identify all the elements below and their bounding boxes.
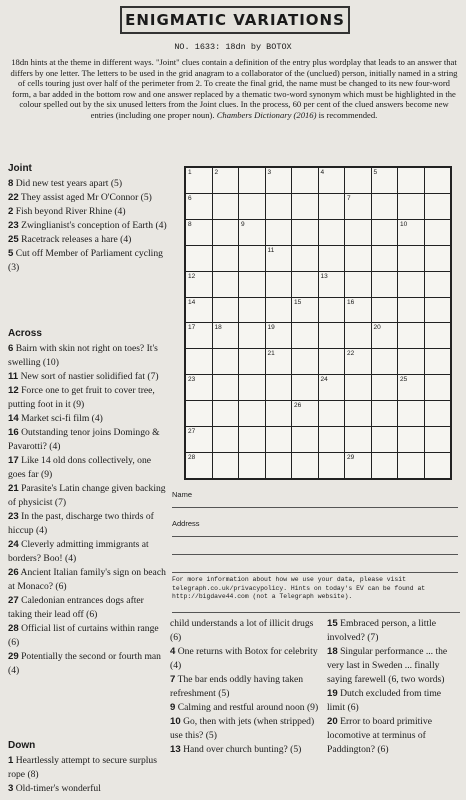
- cell-number: 12: [188, 272, 196, 280]
- clue-number: 18: [327, 646, 338, 657]
- grid-cell[interactable]: [186, 168, 212, 193]
- grid-cell[interactable]: [345, 427, 371, 452]
- cell-number: 22: [347, 350, 355, 358]
- clue-number: 11: [8, 371, 19, 382]
- grid-cell[interactable]: [186, 298, 212, 323]
- grid-cell[interactable]: [345, 298, 371, 323]
- clue: [8, 177, 168, 191]
- clue: [170, 673, 320, 701]
- cell-number: 16: [347, 298, 355, 306]
- clue: [8, 205, 168, 219]
- grid-cell[interactable]: [213, 375, 239, 400]
- grid-cell[interactable]: [292, 194, 318, 219]
- grid-cell[interactable]: [266, 194, 292, 219]
- grid-cell[interactable]: [319, 220, 345, 245]
- clue: [8, 566, 168, 594]
- grid-cell[interactable]: [266, 246, 292, 271]
- clue-text: Zwinglianist's conception of Earth (4): [21, 220, 167, 231]
- clue: [327, 645, 459, 687]
- cell-number: 25: [400, 376, 408, 384]
- clue-text: Force one to get fruit to cover tree, putting foot in it (9): [8, 385, 155, 410]
- grid-cell[interactable]: [319, 401, 345, 426]
- grid-cell[interactable]: [319, 168, 345, 193]
- grid-cell[interactable]: [372, 375, 398, 400]
- cell-number: 21: [267, 350, 275, 358]
- grid-cell[interactable]: [213, 323, 239, 348]
- grid-cell[interactable]: [266, 401, 292, 426]
- intro-ref: Chambers Dictionary (2016): [216, 109, 317, 120]
- grid-cell[interactable]: [425, 401, 451, 426]
- grid-cell[interactable]: [319, 298, 345, 323]
- grid-cell[interactable]: [345, 453, 371, 478]
- grid-cell[interactable]: [425, 246, 451, 271]
- grid-cell[interactable]: [292, 246, 318, 271]
- grid-cell[interactable]: [345, 220, 371, 245]
- cell-number: 23: [188, 376, 196, 384]
- clue-number: 15: [327, 618, 338, 629]
- grid-cell[interactable]: [425, 194, 451, 219]
- clue-number: 28: [8, 623, 19, 634]
- grid-cell[interactable]: [266, 375, 292, 400]
- clue-text: Fish beyond River Rhine (4): [15, 206, 126, 217]
- grid-cell[interactable]: [345, 375, 371, 400]
- grid-cell[interactable]: [345, 323, 371, 348]
- address-line-3[interactable]: [172, 555, 458, 573]
- cell-number: 13: [320, 272, 328, 280]
- grid-cell[interactable]: [398, 323, 424, 348]
- grid-cell[interactable]: [292, 401, 318, 426]
- grid-cell[interactable]: [398, 349, 424, 374]
- clue-number: 29: [8, 651, 19, 662]
- clue: [8, 426, 168, 454]
- clue-text: Bairn with skin not right on toes? It's swelling (10): [8, 343, 158, 368]
- grid-cell[interactable]: [398, 272, 424, 297]
- grid-cell[interactable]: [319, 349, 345, 374]
- grid-cell[interactable]: [372, 168, 398, 193]
- clue: [8, 510, 168, 538]
- clue-text: One returns with Botox for celebrity (4): [170, 646, 318, 671]
- clue-number: 2: [8, 206, 14, 217]
- grid-cell[interactable]: [398, 427, 424, 452]
- intro-body: 18dn hints at the theme in different ways. "Joint" clues contain a definition of the entry plus wordplay that leads to an answer that differs by one letter. The letters to be used in the grid anagram to a collaborator of the (unclued) person, initially named in a string of cells touring just over half of the perimeter from 2. To create the final grid, the name must be changed to its new four-word form, a bar added in the bottom row and one answer replaced by a thematic two-word synonym which must be highlighted in the colour spelled out by the six unused letters from the Joint clues. In the process, 60 per cent of the clued answers become new entries (including one proper noun).: [10, 57, 458, 120]
- joint-clues: [8, 162, 168, 275]
- grid-cell[interactable]: [319, 272, 345, 297]
- clue-text: Did new test years apart (5): [15, 178, 123, 189]
- clue: [8, 782, 168, 796]
- clue-number: 27: [8, 595, 19, 606]
- name-label: Name: [172, 490, 193, 499]
- cell-number: 4: [320, 169, 325, 176]
- grid-cell[interactable]: [425, 272, 451, 297]
- clue-text: Outstanding tenor joins Domingo & Pavarotti? (4): [8, 427, 160, 452]
- cell-number: 5: [373, 169, 378, 176]
- grid-cell[interactable]: [239, 453, 265, 478]
- address-line-2[interactable]: [172, 537, 458, 555]
- clue: [8, 191, 168, 205]
- clue-number: 5: [8, 248, 14, 259]
- across-heading: Across: [8, 328, 42, 339]
- cell-number: 18: [214, 324, 222, 332]
- clue-text: Like 14 old dons collectively, one goes far (9): [8, 455, 152, 480]
- clue-text: Error to board primitive locomotive at terminus of Paddington? (6): [327, 716, 432, 755]
- clue: [8, 454, 168, 482]
- clue: [8, 594, 168, 622]
- clue-number: 19: [327, 688, 338, 699]
- cell-number: 17: [188, 324, 196, 332]
- clue-text: Ancient Italian family's sign on beach at Monaco? (6): [8, 567, 166, 592]
- clue-text: Cleverly admitting immigrants at borders? Boo! (4): [8, 539, 149, 564]
- grid-cell[interactable]: [372, 194, 398, 219]
- clue-number: 14: [8, 413, 19, 424]
- grid-cell[interactable]: [292, 272, 318, 297]
- grid-cell[interactable]: [319, 194, 345, 219]
- grid-cell[interactable]: [239, 168, 265, 193]
- grid-cell[interactable]: [266, 427, 292, 452]
- down-clues-right: [327, 617, 459, 757]
- cell-number: 3: [267, 169, 272, 176]
- info-text: For more information about how we use your data, please visit telegraph.co.uk/privacypolicy. Hints on today's EV can be found at http://bigdave44.com (not a Telegraph website).: [172, 576, 426, 600]
- cell-number: 24: [320, 376, 328, 384]
- across-clues: [8, 327, 168, 678]
- cell-number: 27: [188, 428, 196, 436]
- cell-number: 26: [294, 402, 302, 410]
- intro-tail: is recommended.: [316, 109, 378, 120]
- grid-cell[interactable]: [345, 349, 371, 374]
- clue: [8, 622, 168, 650]
- address-label: Address: [172, 519, 200, 528]
- clue-text: Singular performance ... the very last in Sweden ... finally saying farewell (6, two words): [327, 646, 448, 685]
- grid-cell[interactable]: [213, 453, 239, 478]
- grid-cell[interactable]: [213, 272, 239, 297]
- grid-cell[interactable]: [372, 246, 398, 271]
- grid-cell[interactable]: [292, 220, 318, 245]
- clue-number: 7: [170, 674, 176, 685]
- grid-cell[interactable]: [292, 375, 318, 400]
- grid-cell[interactable]: [319, 453, 345, 478]
- clue: [170, 701, 320, 715]
- cell-number: 15: [294, 298, 302, 306]
- clue-text: In the past, discharge two thirds of hiccup (4): [8, 511, 154, 536]
- grid-cell[interactable]: [425, 220, 451, 245]
- clue-number: 24: [8, 539, 19, 550]
- grid-cell[interactable]: [425, 168, 451, 193]
- puzzle-number: NO. 1633: 18dn by BOTOX: [174, 42, 292, 52]
- cell-number: 28: [188, 454, 196, 462]
- clue-number: 26: [8, 567, 19, 578]
- clue: [8, 384, 168, 412]
- grid-cell[interactable]: [239, 272, 265, 297]
- grid-cell[interactable]: [292, 427, 318, 452]
- grid-cell[interactable]: [239, 298, 265, 323]
- grid-cell[interactable]: [266, 272, 292, 297]
- clue-text: Potentially the second or fourth man (4): [8, 651, 161, 676]
- grid-cell[interactable]: [425, 453, 451, 478]
- clue-number: 13: [170, 744, 181, 755]
- clue-text: Go, then with jets (when stripped) use this? (5): [170, 716, 315, 741]
- grid-cell[interactable]: [213, 168, 239, 193]
- grid-cell[interactable]: [292, 323, 318, 348]
- clue-text: Official list of curtains within range (6): [8, 623, 159, 648]
- down-heading: Down: [8, 740, 36, 751]
- grid-cell[interactable]: [372, 272, 398, 297]
- cell-number: 11: [267, 246, 275, 254]
- clue: [170, 715, 320, 743]
- grid-cell[interactable]: [398, 298, 424, 323]
- clue-number: 9: [170, 702, 176, 713]
- grid-cell[interactable]: [186, 349, 212, 374]
- down-clues-continued: [170, 617, 320, 757]
- clue-text: The bar ends oddly having taken refreshment (5): [170, 674, 304, 699]
- grid-cell[interactable]: [186, 272, 212, 297]
- clue: [8, 219, 168, 233]
- clue-number: 8: [8, 178, 14, 189]
- clue: [8, 754, 168, 782]
- clue-number: 17: [8, 455, 19, 466]
- clue-number: 3: [8, 783, 14, 794]
- grid-cell[interactable]: [372, 323, 398, 348]
- grid-cell[interactable]: [213, 194, 239, 219]
- grid-cell[interactable]: [186, 220, 212, 245]
- grid-cell[interactable]: [239, 194, 265, 219]
- grid-cell[interactable]: [186, 427, 212, 452]
- grid-cell[interactable]: [345, 168, 371, 193]
- grid-cell[interactable]: [292, 453, 318, 478]
- grid-cell[interactable]: [398, 401, 424, 426]
- clue: [8, 247, 168, 275]
- cell-number: 7: [347, 194, 351, 202]
- grid-cell[interactable]: [345, 272, 371, 297]
- grid-cell[interactable]: [319, 375, 345, 400]
- cell-number: 6: [188, 194, 192, 202]
- clue: [8, 412, 168, 426]
- clue-text: Hand over church bunting? (5): [183, 744, 302, 755]
- clue-number: 6: [8, 343, 14, 354]
- grid-cell[interactable]: [186, 194, 212, 219]
- clue-number: 25: [8, 234, 19, 245]
- down-clues: [8, 739, 168, 796]
- clue-text: Heartlessly attempt to secure surplus rope (8): [8, 755, 157, 780]
- intro-text: [10, 57, 458, 121]
- grid-cell[interactable]: [372, 427, 398, 452]
- puzzle-title: ENIGMATIC VARIATIONS: [125, 11, 345, 29]
- grid-cell[interactable]: [292, 168, 318, 193]
- grid-cell[interactable]: [398, 168, 424, 193]
- grid-cell[interactable]: [239, 349, 265, 374]
- clue: [8, 650, 168, 678]
- clue-number: 20: [327, 716, 338, 727]
- cell-number: 1: [188, 169, 192, 176]
- grid-cell[interactable]: [239, 323, 265, 348]
- grid-cell[interactable]: [186, 453, 212, 478]
- cell-number: 2: [214, 169, 219, 176]
- grid-cell[interactable]: [372, 401, 398, 426]
- grid-cell[interactable]: [425, 349, 451, 374]
- clue: [170, 645, 320, 673]
- grid-cell[interactable]: [239, 220, 265, 245]
- clue-number: 21: [8, 483, 19, 494]
- grid-cell[interactable]: [319, 427, 345, 452]
- clue: [8, 233, 168, 247]
- address-field[interactable]: [172, 519, 458, 573]
- grid-cell[interactable]: [266, 453, 292, 478]
- clue: [170, 617, 320, 645]
- clue-text: Racetrack releases a hare (4): [21, 234, 132, 245]
- cell-number: 8: [188, 220, 192, 228]
- grid-cell[interactable]: [186, 375, 212, 400]
- grid-cell[interactable]: [239, 375, 265, 400]
- clue-text: Dutch excluded from time limit (6): [327, 688, 442, 713]
- clue-number: 23: [8, 511, 19, 522]
- clue: [8, 370, 168, 384]
- clue: [327, 715, 459, 757]
- clue: [8, 538, 168, 566]
- grid-cell[interactable]: [319, 246, 345, 271]
- grid-cell[interactable]: [266, 298, 292, 323]
- clue-number: 12: [8, 385, 19, 396]
- grid-cell[interactable]: [213, 401, 239, 426]
- grid-cell[interactable]: [213, 349, 239, 374]
- grid-cell[interactable]: [186, 401, 212, 426]
- cell-number: 9: [241, 220, 245, 228]
- grid-cell[interactable]: [319, 323, 345, 348]
- clue-text: They assist aged Mr O'Connor (5): [20, 192, 152, 203]
- grid-cell[interactable]: [213, 298, 239, 323]
- grid-cell[interactable]: [372, 220, 398, 245]
- grid-cell[interactable]: [425, 427, 451, 452]
- grid-cell[interactable]: [372, 298, 398, 323]
- grid-cell[interactable]: [398, 375, 424, 400]
- grid-cell[interactable]: [398, 220, 424, 245]
- clue-text: Embraced person, a little involved? (7): [327, 618, 436, 643]
- grid-cell[interactable]: [213, 246, 239, 271]
- clue-number: 23: [8, 220, 19, 231]
- cell-number: 20: [373, 324, 381, 332]
- grid-cell[interactable]: [239, 427, 265, 452]
- clue-text: Parasite's Latin change given backing of physicist (7): [8, 483, 166, 508]
- grid-cell[interactable]: [239, 246, 265, 271]
- clue-text: Caledonian entrances dogs after taking their lead off (6): [8, 595, 144, 620]
- grid-cell[interactable]: [213, 427, 239, 452]
- clue-text: Calming and restful around noon (9): [177, 702, 319, 713]
- grid-cell[interactable]: [266, 168, 292, 193]
- grid-cell[interactable]: [398, 453, 424, 478]
- grid-cell[interactable]: [345, 194, 371, 219]
- grid-cell[interactable]: [186, 246, 212, 271]
- grid-cell[interactable]: [186, 323, 212, 348]
- grid-cell[interactable]: [398, 194, 424, 219]
- grid-cell[interactable]: [372, 349, 398, 374]
- grid-cell[interactable]: [266, 220, 292, 245]
- clue-text: New sort of nastier solidified fat (7): [20, 371, 159, 382]
- grid-cell[interactable]: [398, 246, 424, 271]
- clue: [8, 482, 168, 510]
- grid-cell[interactable]: [213, 220, 239, 245]
- grid-cell[interactable]: [425, 375, 451, 400]
- grid-cell[interactable]: [345, 246, 371, 271]
- clue-number: 16: [8, 427, 19, 438]
- cell-number: 19: [267, 324, 275, 332]
- clue-number: 4: [170, 646, 176, 657]
- clue: [327, 617, 459, 645]
- joint-heading: Joint: [8, 163, 32, 174]
- grid-cell[interactable]: [292, 349, 318, 374]
- title-box: [120, 6, 350, 34]
- name-field[interactable]: [172, 490, 458, 508]
- divider: [172, 612, 460, 613]
- cell-number: 29: [347, 454, 355, 462]
- grid-cell[interactable]: [425, 298, 451, 323]
- clue-text: Market sci-fi film (4): [21, 413, 103, 424]
- clue-number: 10: [170, 716, 181, 727]
- clue: [170, 743, 320, 757]
- grid-cell[interactable]: [345, 401, 371, 426]
- crossword-grid[interactable]: [184, 166, 452, 480]
- grid-cell[interactable]: [266, 349, 292, 374]
- grid-cell[interactable]: [239, 401, 265, 426]
- clue-text: Cut off Member of Parliament cycling (3): [8, 248, 163, 273]
- cell-number: 10: [400, 220, 408, 228]
- grid-cell[interactable]: [266, 323, 292, 348]
- clue: [327, 687, 459, 715]
- clue-number: 1: [8, 755, 14, 766]
- clue-text: Old-timer's wonderful: [15, 783, 101, 794]
- grid-cell[interactable]: [372, 453, 398, 478]
- grid-cell[interactable]: [292, 298, 318, 323]
- clue-text: child understands a lot of illicit drugs (6): [170, 618, 314, 643]
- clue-number: 22: [8, 192, 19, 203]
- clue: [8, 342, 168, 370]
- grid-cell[interactable]: [425, 323, 451, 348]
- cell-number: 14: [188, 298, 196, 306]
